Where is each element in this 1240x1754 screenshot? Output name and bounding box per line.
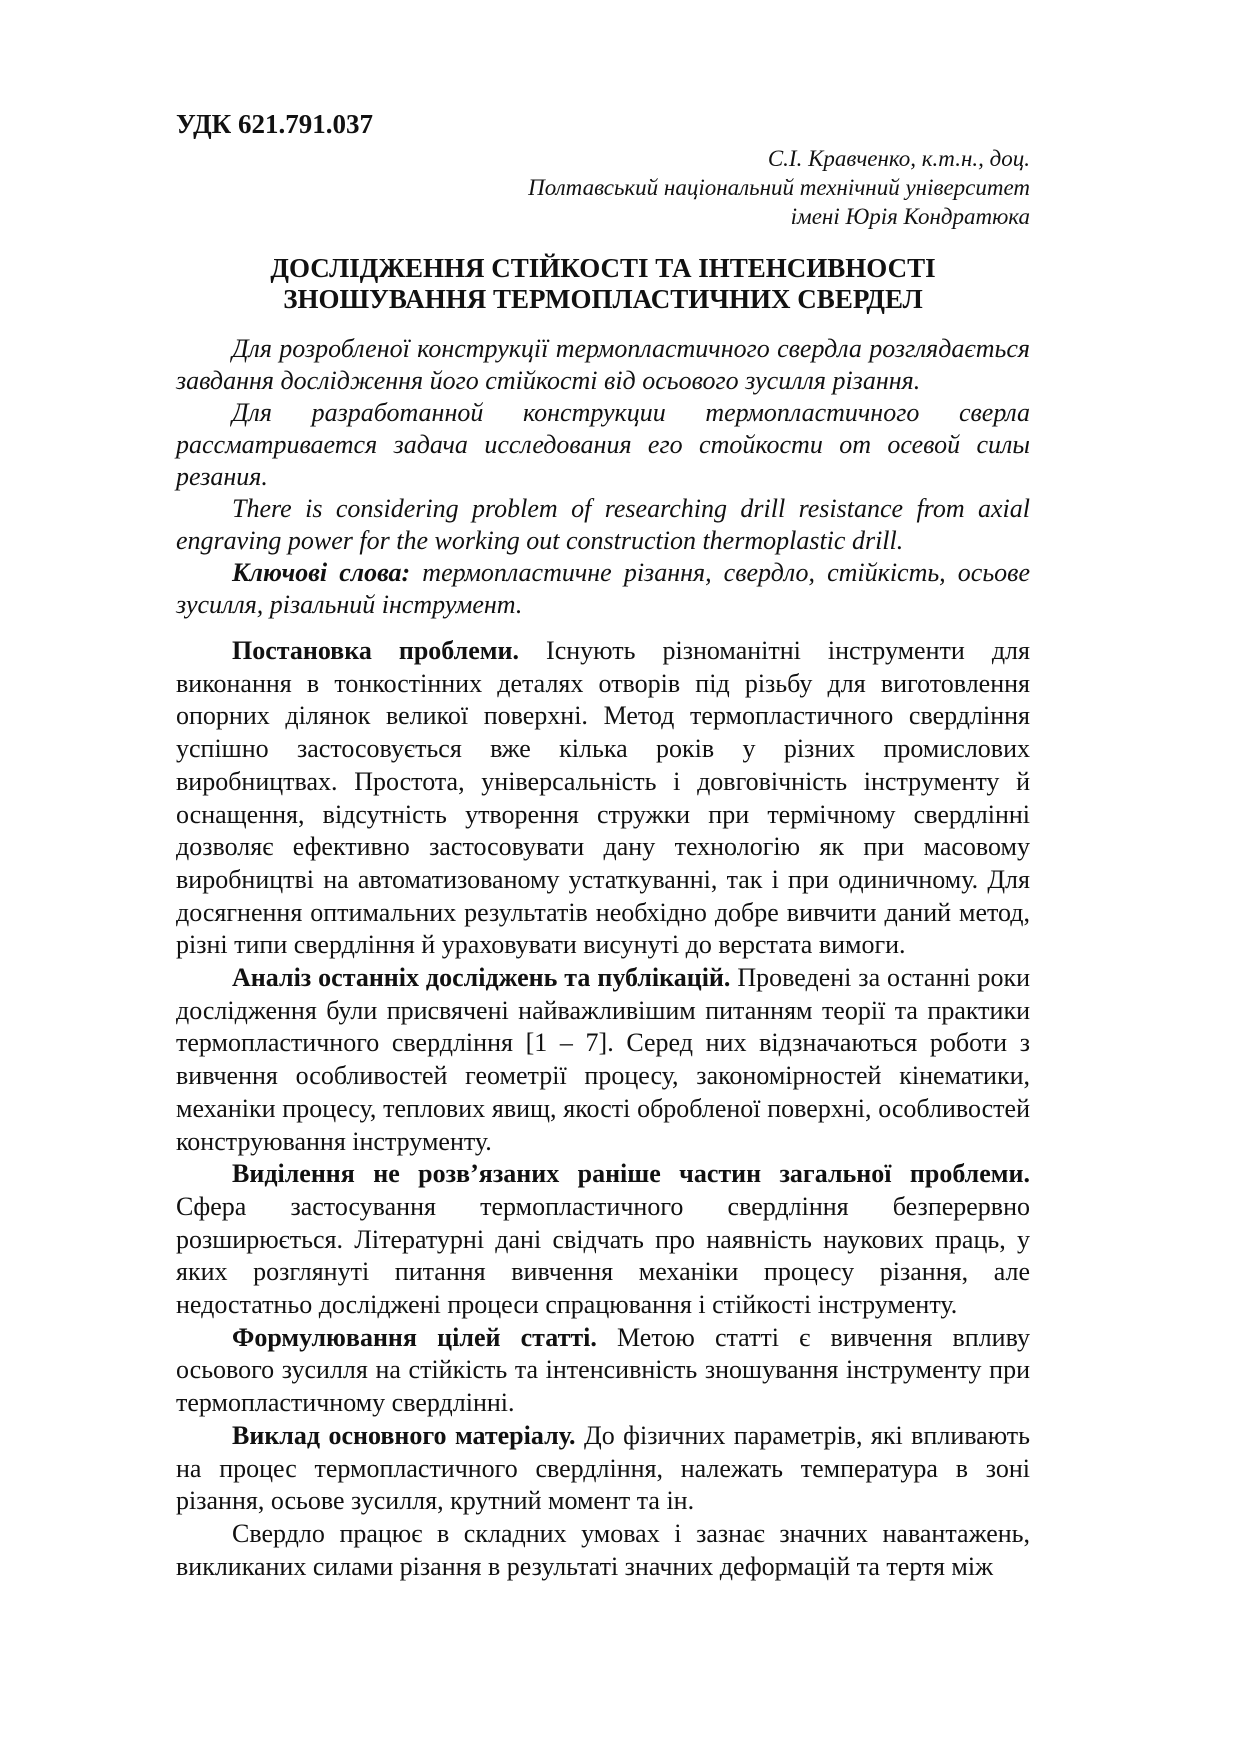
paper-page <box>176 108 1030 1583</box>
author-affiliation-2: імені Юрія Кондратюка <box>790 204 1030 229</box>
abstract-ru: Для разработанной конструкции термопластичного сверла рассматривается задача исследования его стойкости от осевой силы резания. <box>176 398 1030 491</box>
section-continuation <box>176 1518 1030 1583</box>
udk-code: УДК 621.791.037 <box>176 109 373 139</box>
title-line-1: ДОСЛІДЖЕННЯ СТІЙКОСТІ ТА ІНТЕНСИВНОСТІ <box>270 253 936 283</box>
keywords-text: термопластичне різання, свердло, стійкість, осьове зусилля, різальний інструмент. <box>176 558 1030 619</box>
section-heading: Аналіз останніх досліджень та публікацій. <box>232 963 731 993</box>
paper-body <box>176 635 1030 1583</box>
section-analysis <box>176 962 1030 1158</box>
section-main <box>176 1420 1030 1518</box>
abstract-en: There is considering problem of researching drill resistance from axial engraving power for the working out construction thermoplastic drill. <box>176 494 1030 555</box>
section-heading: Постановка проблеми. <box>232 636 519 665</box>
section-problem <box>176 635 1030 962</box>
author-block <box>176 144 1030 231</box>
keywords-label: Ключові слова: <box>232 558 411 587</box>
section-heading: Формулювання цілей статті. <box>232 1322 597 1352</box>
paper-title <box>176 253 1030 315</box>
section-text: До фізичних параметрів, які впливають на процес термопластичного свердління, належать температура в зоні різання, осьове зусилля, крутний момент та ін. <box>176 1420 1031 1516</box>
section-text: Метою статті є вивчення впливу осьового зусилля на стійкість та інтенсивність зношування інструменту при термопластичному свердлінні. <box>176 1322 1030 1418</box>
section-text: Сфера застосування термопластичного свердління безперервно розширюється. Літературні дані свідчать про наявність наукових праць, у яких розглянуті питання вивчення механіки процесу різання, але недостатньо досліджені процеси спрацювання і стійкості інструменту. <box>176 1191 1030 1320</box>
abstracts <box>176 333 1030 621</box>
section-heading: Виділення не розв’язаних раніше частин загальної проблеми. <box>232 1159 1030 1189</box>
author-name: С.І. Кравченко, к.т.н., доц. <box>767 146 1030 171</box>
abstract-uk: Для розробленої конструкції термопластичного свердла розглядається завдання дослідження його стійкості від осьового зусилля різання. <box>176 334 1030 395</box>
section-unsolved <box>176 1158 1030 1322</box>
section-goals <box>176 1322 1030 1420</box>
section-text: Існують різноманітні інструменти для виконання в тонкостінних деталях отворів під різьбу для виготовлення опорних ділянок великої поверхні. Метод термопластичного свердління успішно застосовується вже кілька років у різних промислових виробництвах. Простота, універсальність і довговічність інструменту й оснащення, відсутність утворення стружки при термічному свердлінні дозволяє ефективно застосовувати дану технологію як при масовому виробництві на автоматизованому устаткуванні, так і при одиничному. Для досягнення оптимальних результатів необхідно добре вивчити даний метод, різні типи свердління й ураховувати висунуті до верстата вимоги. <box>176 636 1030 960</box>
spacer <box>176 621 1030 635</box>
section-heading: Виклад основного матеріалу. <box>232 1420 576 1450</box>
keywords <box>176 557 1030 621</box>
title-line-2: ЗНОШУВАННЯ ТЕРМОПЛАСТИЧНИХ СВЕРДЕЛ <box>283 284 923 314</box>
author-affiliation-1: Полтавський національний технічний університет <box>528 175 1030 200</box>
section-text: Свердло працює в складних умовах і зазнає значних навантажень, викликаних силами різання в результаті значних деформацій та тертя між <box>176 1518 1030 1581</box>
section-text: Проведені за останні роки дослідження були присвячені найважливішим питанням теорії та практики термопластичного свердління [1 – 7]. Серед них відзначаються роботи з вивчення особливостей геометрії процесу, закономірностей кінематики, механіки процесу, теплових явищ, якості обробленої поверхні, особливостей конструювання інструменту. <box>176 963 1030 1156</box>
